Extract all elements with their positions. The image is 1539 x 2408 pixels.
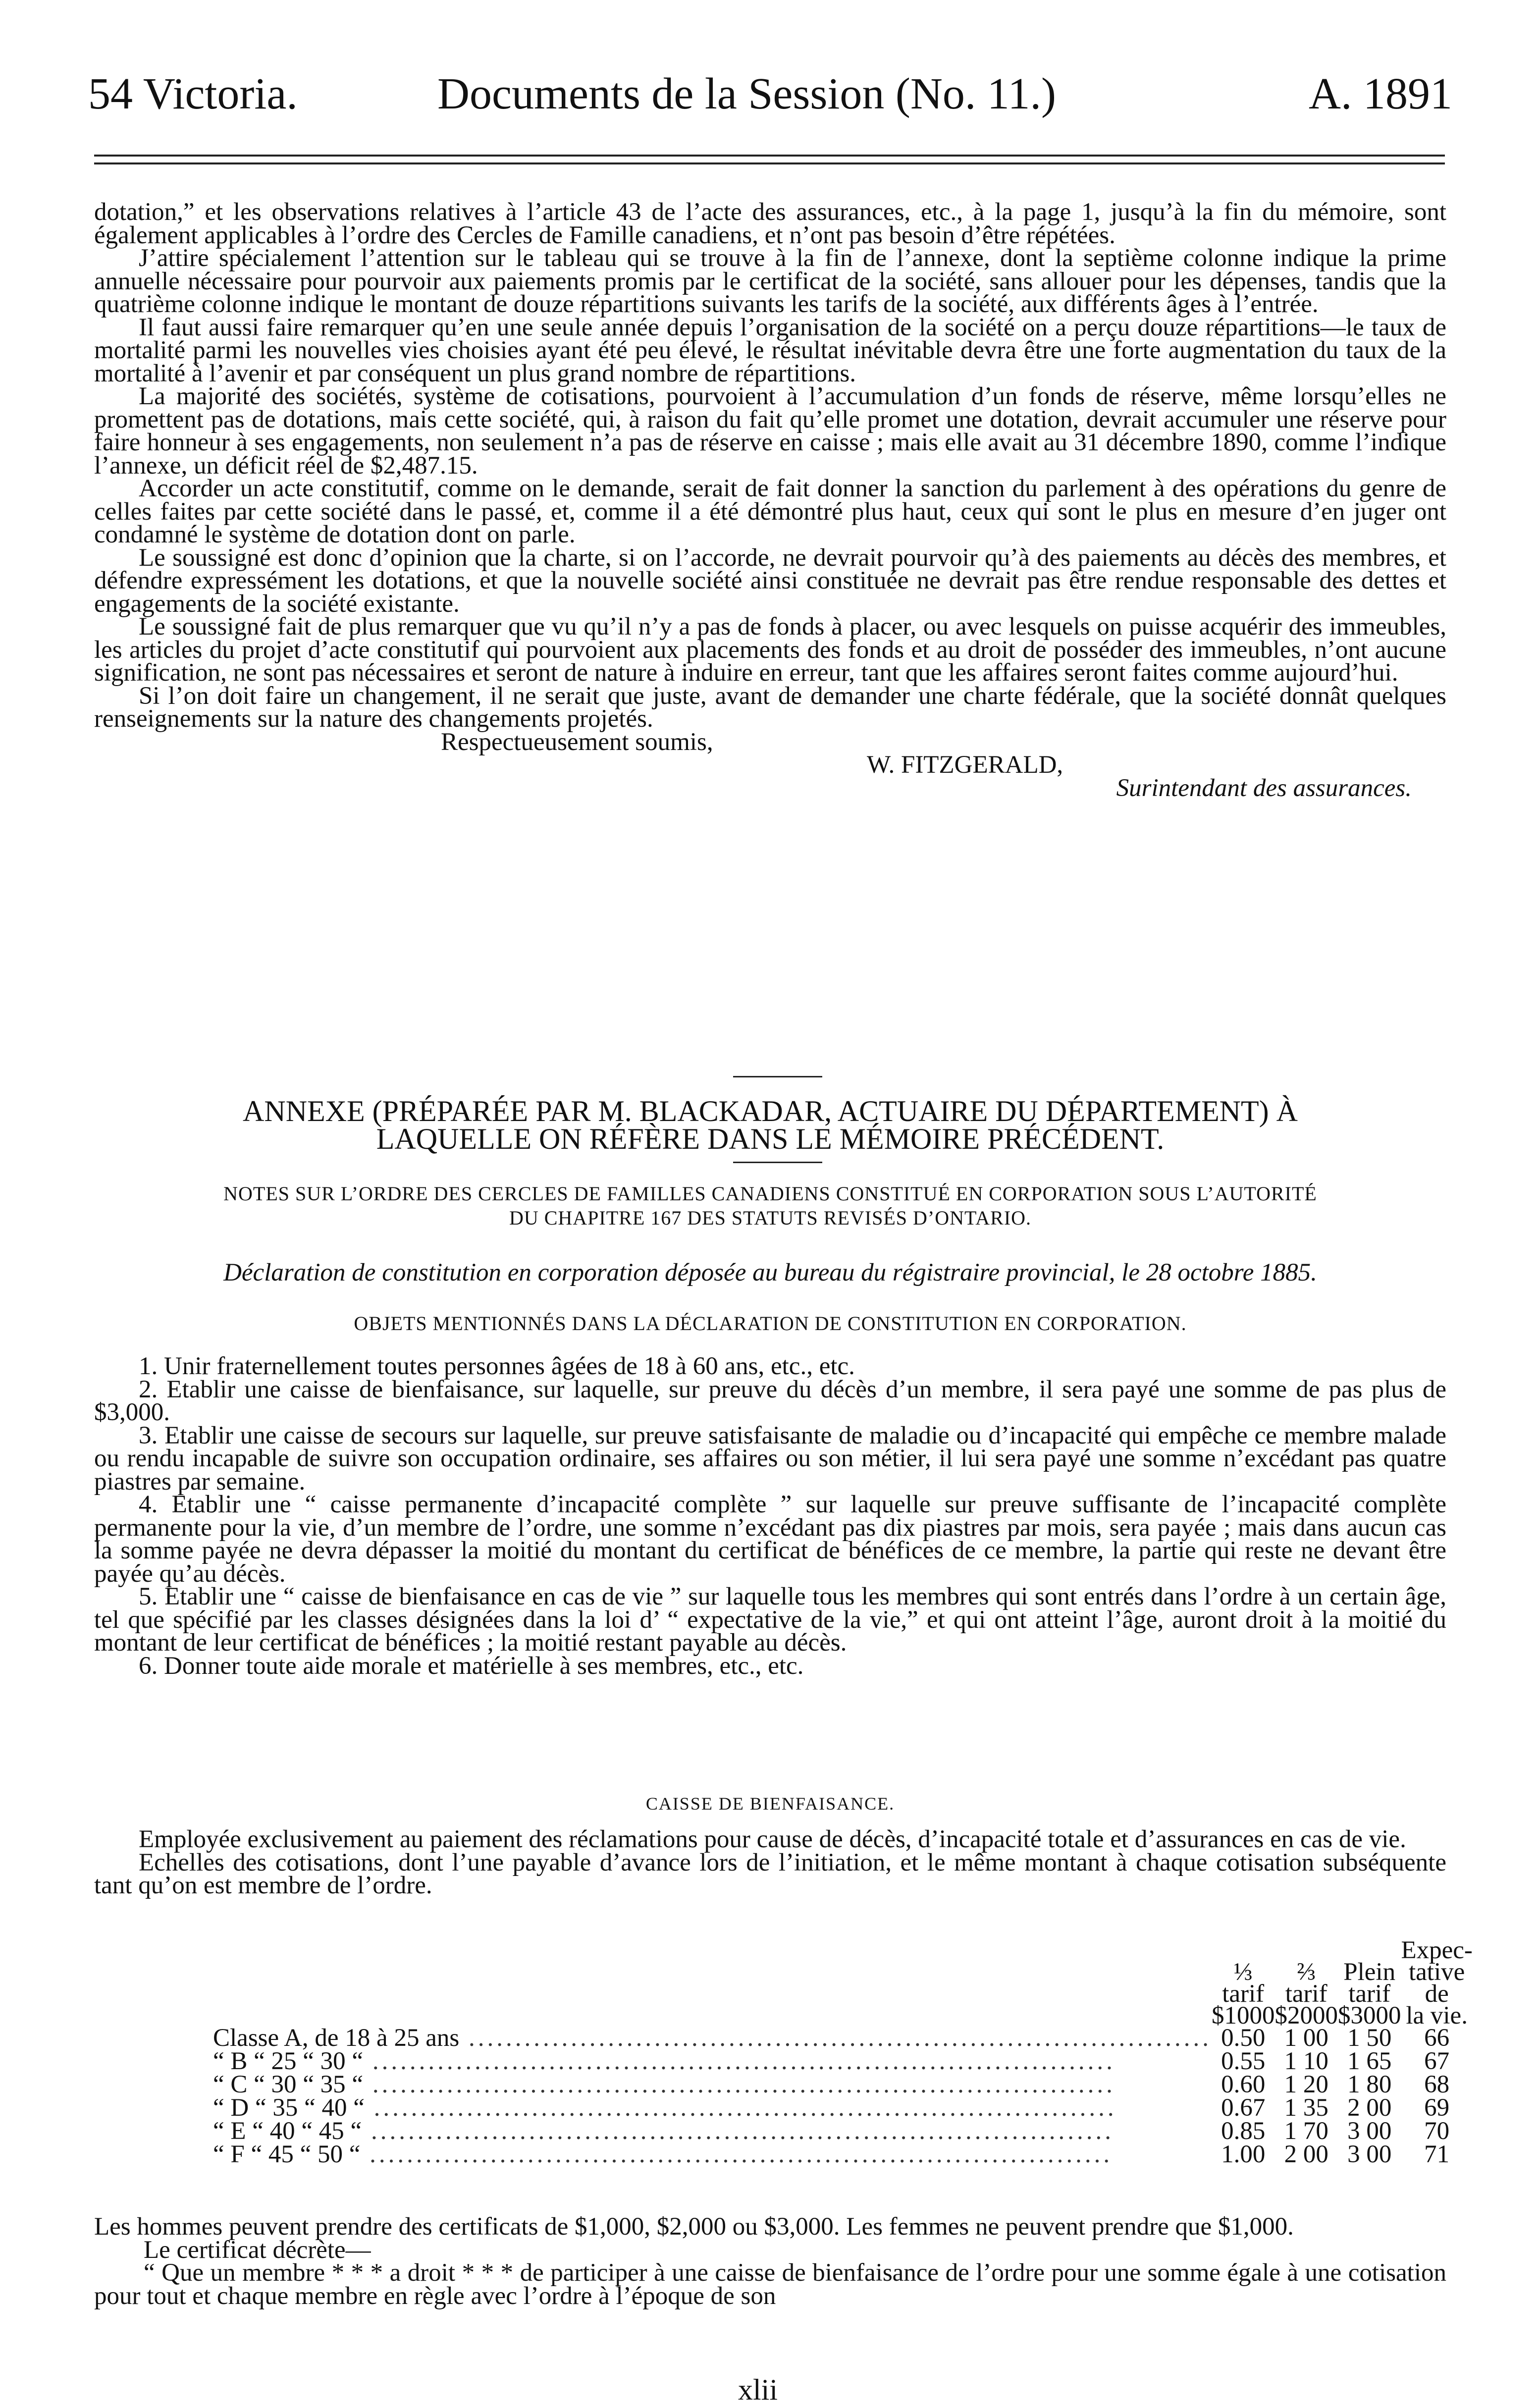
header-rule-top bbox=[94, 155, 1445, 157]
table-row bbox=[94, 2143, 1473, 2166]
memo-paragraph: Le soussigné est donc d’opinion que la charte, si on l’accorde, ne devrait pourvoir qu’à des paiements au décès des membres, et défendre expressément les dotations, et que la nouvelle société ainsi constituée ne devrait pas être rendue responsable des dettes et engagements de la société existante. bbox=[94, 543, 1446, 618]
cell-third: 0.85 bbox=[1221, 2117, 1266, 2145]
object-item: 3. Etablir une caisse de secours sur laquelle, sur preuve satisfaisante de maladie ou d’incapacité qui empêche ce membre malade ou rendu incapable de suivre son occupation ordinaire, ses affaires ou son métier, il lui sera payé une somme n’excédant pas quatre piastres par semaine. bbox=[94, 1421, 1446, 1496]
rates-table bbox=[94, 1936, 1473, 2168]
rates-header-full: Plein tarif $3000 bbox=[1337, 1958, 1401, 2030]
rates-header-row bbox=[94, 1939, 1473, 2027]
title-divider bbox=[733, 1162, 822, 1163]
annexe-title-line2: LAQUELLE ON RÉFÈRE DANS LE MÉMOIRE PRÉCÉDENT. bbox=[376, 1123, 1165, 1155]
memo-paragraph: Le soussigné fait de plus remarquer que vu qu’il n’y a pas de fonds à placer, ou avec lesquels on puisse acquérir des immeubles, les articles du projet d’acte constitutif qui pourvoient aux placements des fonds et au droit de posséder des immeubles, n’ont aucune signification, ne sont pas nécessaires et seront de nature à induire en erreur, tant que les affaires seront faites comme aujourd’hui. bbox=[94, 613, 1446, 687]
caisse-paragraph: Employée exclusivement au paiement des réclamations pour cause de décès, d’incapacité totale et d’assurances en cas de vie. bbox=[139, 1825, 1406, 1853]
cell-third: 0.67 bbox=[1221, 2094, 1266, 2122]
object-item: 5. Etablir une “ caisse de bienfaisance en cas de vie ” sur laquelle tous les membres qui sont entrés dans l’ordre à un certain âge, tel que spécifié par les classes désignées dans la loi d’ “ expectative de la vie,” et qui ont atteint l’âge, auront droit à la moitié du montant de leur certificat de bénéfices ; la moitié restant payable au décès. bbox=[94, 1583, 1446, 1657]
annexe-title-line1: ANNEXE (PRÉPARÉE PAR M. BLACKADAR, ACTUAIRE DU DÉPARTEMENT) À bbox=[243, 1095, 1298, 1127]
cell-two-thirds: 1 20 bbox=[1284, 2071, 1328, 2098]
section-divider bbox=[733, 1076, 822, 1077]
memo-paragraph: La majorité des sociétés, système de cotisations, pourvoient à l’accumulation d’un fonds de réserve, même lorsqu’elles ne promettent pas de dotations, mais cette société, qui, à raison du fait qu’elle promet une dotation, devrait accumuler une réserve pour faire honneur à ses engagements, non seulement n’a pas de réserve en caisse ; mais elle avait au 31 décembre 1890, comme l’indique l’annexe, un déficit réel de $2,487.15. bbox=[94, 382, 1446, 480]
rates-header-expectancy: Expec- tative de la vie. bbox=[1401, 1936, 1473, 2030]
page-folio: xlii bbox=[738, 2373, 778, 2406]
header-volume: 54 Victoria. bbox=[88, 69, 298, 118]
memo-closing: Respectueusement soumis, bbox=[441, 728, 713, 756]
memo-paragraph: J’attire spécialement l’attention sur le tableau qui se trouve à la fin de l’annexe, dont la septième colonne indique la prime annuelle nécessaire pour pourvoir aux paiements promis par le certificat de la société, sans allouer pour les dépenses, tandis que la quatrième colonne indique le montant de douze répartitions suivants les tarifs de la société, aux différents âges à l’entrée. bbox=[94, 244, 1446, 318]
cell-full: 1 65 bbox=[1347, 2047, 1392, 2075]
row-label: “ C “ 30 “ 35 “ bbox=[213, 2073, 364, 2096]
cell-third: 1.00 bbox=[1221, 2140, 1266, 2168]
cell-expectancy: 69 bbox=[1424, 2094, 1450, 2122]
memo-paragraph: Il faut aussi faire remarquer qu’en une seule année depuis l’organisation de la société on a perçu douze répartitions—le taux de mortalité parmi les nouvelles vies choisies ayant été peu élevé, le résultat inévitable devra être une forte augmentation du taux de la mortalité à l’avenir et par conséquent un plus grand nombre de répartitions. bbox=[94, 313, 1446, 387]
cell-full: 2 00 bbox=[1347, 2094, 1392, 2122]
caisse-paragraph: Echelles des cotisations, dont l’une payable d’avance lors de l’initiation, et le même montant à chaque cotisation subséquente tant qu’on est membre de l’ordre. bbox=[94, 1848, 1446, 1899]
rates-header-blank bbox=[94, 1939, 1212, 2027]
cell-expectancy: 71 bbox=[1424, 2140, 1450, 2168]
rates-header-third: ⅓ tarif $1000 bbox=[1211, 1958, 1275, 2030]
header-rule-bottom bbox=[94, 162, 1445, 164]
table-row bbox=[94, 2050, 1473, 2073]
table-row bbox=[94, 2120, 1473, 2143]
certificate-quote: “ Que un membre * * * a droit * * * de participer à une caisse de bienfaisance de l’ordre pour une somme égale à une cotisation pour tout et chaque membre en règle avec l’ordre à l’époque de son bbox=[94, 2259, 1446, 2310]
row-label: “ F “ 45 “ 50 “ bbox=[213, 2143, 361, 2166]
object-item: 4. Etablir une “ caisse permanente d’incapacité complète ” sur laquelle sur preuve suffisante de l’incapacité complète permanente pour la vie, d’un membre de l’ordre, une somme n’excédant pas dix piastres par mois, sera payée ; mais dans aucun cas la somme payée ne devra dépasser la moitié du montant du certificat de bénéfices de ce membre, la partie qui reste ne devant être payée qu’au décès. bbox=[94, 1491, 1446, 1588]
memo-paragraph: Accorder un acte constitutif, comme on le demande, serait de fait donner la sanction du parlement à des opérations du genre de celles faites par cette société dans le passé, et, comme il a été démontré plus haut, ceux qui sont le plus en mesure d’en juger ont condamné le système de dotation dont on parle. bbox=[94, 475, 1446, 548]
cell-two-thirds: 1 70 bbox=[1284, 2117, 1328, 2145]
leader-dots: ................................................................................ bbox=[363, 2050, 1115, 2073]
objects-list bbox=[94, 1352, 1446, 1680]
header-title: Documents de la Session (No. 11.) bbox=[437, 69, 1056, 118]
object-item: 2. Etablir une caisse de bienfaisance, sur laquelle, sur preuve du décès d’un membre, il sera payé une somme de pas plus de $3,000. bbox=[94, 1375, 1446, 1426]
row-label: “ E “ 40 “ 45 “ bbox=[213, 2120, 362, 2143]
cell-expectancy: 67 bbox=[1424, 2047, 1450, 2075]
cell-full: 1 80 bbox=[1347, 2071, 1392, 2098]
row-label: “ B “ 25 “ 30 “ bbox=[213, 2050, 364, 2073]
memo-signer: W. FITZGERALD, bbox=[867, 751, 1063, 779]
declaration-line: Déclaration de constitution en corporation déposée au bureau du régistraire provincial, le 28 octobre 1885. bbox=[223, 1259, 1317, 1286]
cell-two-thirds: 1 35 bbox=[1284, 2094, 1328, 2122]
running-header bbox=[88, 64, 1452, 124]
notes-heading-line2: DU CHAPITRE 167 DES STATUTS REVISÉS D’ONTARIO. bbox=[509, 1207, 1032, 1229]
row-label: Classe A, de 18 à 25 ans bbox=[213, 2027, 460, 2050]
cell-full: 3 00 bbox=[1347, 2117, 1392, 2145]
leader-dots: ................................................................................ bbox=[364, 2096, 1117, 2120]
cell-two-thirds: 1 00 bbox=[1284, 2024, 1328, 2052]
cell-full: 1 50 bbox=[1347, 2024, 1392, 2052]
leader-dots: ................................................................................ bbox=[459, 2027, 1212, 2050]
table-row bbox=[94, 2096, 1473, 2120]
cell-expectancy: 66 bbox=[1424, 2024, 1450, 2052]
caisse-heading: CAISSE DE BIENFAISANCE. bbox=[645, 1794, 895, 1814]
rates-header-two-thirds: ⅔ tarif $2000 bbox=[1274, 1958, 1338, 2030]
cell-full: 3 00 bbox=[1347, 2140, 1392, 2168]
cell-expectancy: 68 bbox=[1424, 2071, 1450, 2098]
caisse-text bbox=[94, 1825, 1446, 1899]
notes-heading-line1: NOTES SUR L’ORDRE DES CERCLES DE FAMILLES CANADIENS CONSTITUÉ EN CORPORATION SOUS L’AUTORITÉ bbox=[223, 1182, 1317, 1205]
objects-heading: OBJETS MENTIONNÉS DANS LA DÉCLARATION DE CONSTITUTION EN CORPORATION. bbox=[354, 1312, 1187, 1335]
certificate-section bbox=[94, 2213, 1446, 2310]
memo-paragraph: Si l’on doit faire un changement, il ne serait que juste, avant de demander une charte fédérale, que la société donnât quelques renseignements sur la nature des changements projetés. bbox=[94, 682, 1446, 733]
cell-two-thirds: 1 10 bbox=[1284, 2047, 1328, 2075]
cell-expectancy: 70 bbox=[1424, 2117, 1450, 2145]
memo-paragraph: dotation,” et les observations relatives à l’article 43 de l’acte des assurances, etc., à la page 1, jusqu’à la fin du mémoire, sont également applicables à l’ordre des Cercles de Famille canadiens, et n’ont pas besoin d’être répétées. bbox=[94, 198, 1446, 249]
leader-dots: ................................................................................ bbox=[363, 2073, 1115, 2096]
leader-dots: ................................................................................ bbox=[360, 2143, 1113, 2166]
table-row bbox=[94, 2073, 1473, 2096]
memo-signer-title: Surintendant des assurances. bbox=[1116, 774, 1412, 802]
after-table-paragraph: Les hommes peuvent prendre des certificats de $1,000, $2,000 ou $3,000. Les femmes ne peuvent prendre que $1,000. bbox=[94, 2213, 1294, 2241]
cell-third: 0.60 bbox=[1221, 2071, 1266, 2098]
cell-two-thirds: 2 00 bbox=[1284, 2140, 1328, 2168]
certificate-intro: Le certificat décrète— bbox=[144, 2236, 371, 2264]
cell-third: 0.50 bbox=[1221, 2024, 1266, 2052]
cell-third: 0.55 bbox=[1221, 2047, 1266, 2075]
object-item: 6. Donner toute aide morale et matérielle à ses membres, etc., etc. bbox=[139, 1652, 804, 1680]
header-year: A. 1891 bbox=[1309, 69, 1452, 118]
table-row bbox=[94, 2027, 1473, 2050]
object-item: 1. Unir fraternellement toutes personnes âgées de 18 à 60 ans, etc., etc. bbox=[139, 1352, 855, 1380]
row-label: “ D “ 35 “ 40 “ bbox=[213, 2096, 365, 2120]
leader-dots: ................................................................................ bbox=[362, 2120, 1114, 2143]
memo-body bbox=[94, 198, 1446, 802]
